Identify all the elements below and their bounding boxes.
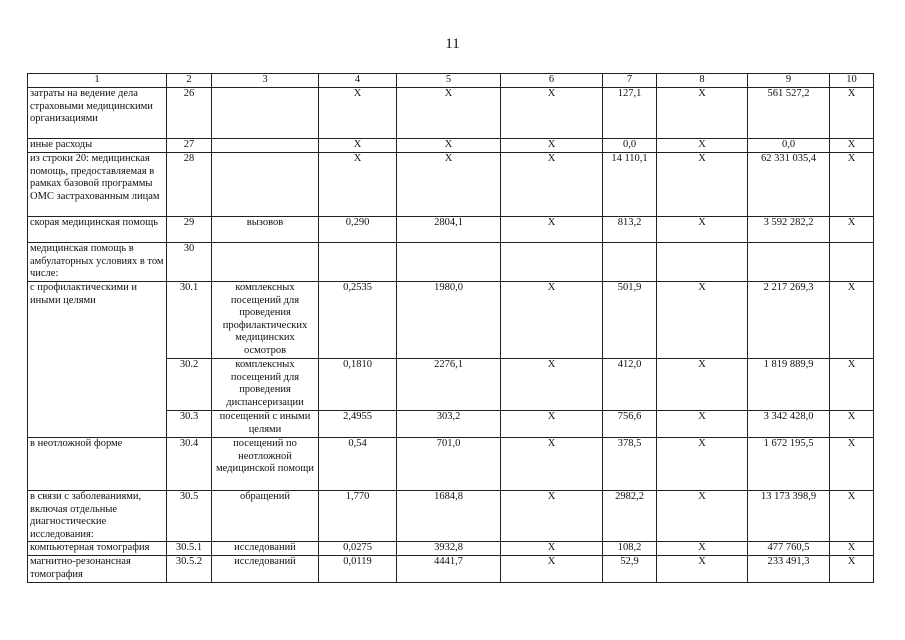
value-cell: Х: [830, 542, 874, 556]
value-cell: 1 819 889,9: [748, 359, 830, 411]
value-cell: Х: [830, 411, 874, 438]
value-cell: 813,2: [603, 217, 657, 243]
unit-cell: [212, 153, 319, 217]
row-number: 30: [167, 243, 212, 282]
header-cell: 2: [167, 74, 212, 88]
row-number: 30.1: [167, 282, 212, 359]
header-cell: 9: [748, 74, 830, 88]
unit-cell: [212, 243, 319, 282]
unit-cell: комплексных посещений для проведения диспансеризации: [212, 359, 319, 411]
financial-table: [27, 73, 874, 583]
value-cell: Х: [830, 491, 874, 542]
header-cell: 1: [28, 74, 167, 88]
value-cell: Х: [657, 556, 748, 583]
value-cell: Х: [501, 359, 603, 411]
unit-cell: вызовов: [212, 217, 319, 243]
row-label: магнитно-резонансная томография: [28, 556, 167, 583]
row-label: компьютерная томография: [28, 542, 167, 556]
row-number: 30.4: [167, 438, 212, 491]
value-cell: Х: [657, 542, 748, 556]
row-number: 26: [167, 88, 212, 139]
value-cell: 108,2: [603, 542, 657, 556]
value-cell: 2 217 269,3: [748, 282, 830, 359]
row-number: 30.5.2: [167, 556, 212, 583]
unit-cell: [212, 139, 319, 153]
value-cell: 756,6: [603, 411, 657, 438]
table-row: [28, 243, 874, 282]
row-number: 30.5.1: [167, 542, 212, 556]
table-row: [28, 139, 874, 153]
value-cell: Х: [657, 282, 748, 359]
value-cell: Х: [501, 411, 603, 438]
header-cell: 6: [501, 74, 603, 88]
value-cell: 1 672 195,5: [748, 438, 830, 491]
value-cell: 0,54: [319, 438, 397, 491]
value-cell: 13 173 398,9: [748, 491, 830, 542]
header-cell: 4: [319, 74, 397, 88]
row-label: в неотложной форме: [28, 438, 167, 491]
value-cell: [657, 243, 748, 282]
value-cell: 0,0: [603, 139, 657, 153]
value-cell: Х: [830, 359, 874, 411]
table-row: [28, 556, 874, 583]
value-cell: 0,0275: [319, 542, 397, 556]
table-row: [28, 282, 874, 359]
value-cell: 233 491,3: [748, 556, 830, 583]
header-cell: 8: [657, 74, 748, 88]
value-cell: Х: [830, 438, 874, 491]
unit-cell: исследований: [212, 556, 319, 583]
value-cell: 303,2: [397, 411, 501, 438]
value-cell: 0,2535: [319, 282, 397, 359]
row-label: в связи с заболеваниями, включая отдельные диагностические исследования:: [28, 491, 167, 542]
value-cell: 477 760,5: [748, 542, 830, 556]
row-number: 30.3: [167, 411, 212, 438]
table-row: [28, 217, 874, 243]
value-cell: Х: [501, 491, 603, 542]
row-label: иные расходы: [28, 139, 167, 153]
value-cell: 14 110,1: [603, 153, 657, 217]
row-number: 29: [167, 217, 212, 243]
value-cell: Х: [501, 217, 603, 243]
row-number: 30.2: [167, 359, 212, 411]
unit-cell: посещений по неотложной медицинской помощи: [212, 438, 319, 491]
value-cell: [319, 243, 397, 282]
unit-cell: исследований: [212, 542, 319, 556]
value-cell: 2804,1: [397, 217, 501, 243]
unit-cell: [212, 88, 319, 139]
value-cell: [748, 243, 830, 282]
row-number: 30.5: [167, 491, 212, 542]
value-cell: 3 342 428,0: [748, 411, 830, 438]
header-row: [28, 74, 874, 88]
value-cell: [501, 243, 603, 282]
value-cell: 1980,0: [397, 282, 501, 359]
value-cell: Х: [830, 88, 874, 139]
value-cell: 1,770: [319, 491, 397, 542]
value-cell: Х: [830, 139, 874, 153]
table-row: [28, 438, 874, 491]
value-cell: 412,0: [603, 359, 657, 411]
value-cell: Х: [501, 438, 603, 491]
value-cell: 2276,1: [397, 359, 501, 411]
row-label: скорая медицинская помощь: [28, 217, 167, 243]
header-cell: 5: [397, 74, 501, 88]
value-cell: Х: [501, 139, 603, 153]
value-cell: Х: [319, 139, 397, 153]
table-row: [28, 491, 874, 542]
row-label: медицинская помощь в амбулаторных условиях в том числе:: [28, 243, 167, 282]
value-cell: 1684,8: [397, 491, 501, 542]
value-cell: Х: [830, 282, 874, 359]
value-cell: [397, 243, 501, 282]
value-cell: Х: [397, 88, 501, 139]
table-row: [28, 542, 874, 556]
unit-cell: обращений: [212, 491, 319, 542]
value-cell: 3 592 282,2: [748, 217, 830, 243]
value-cell: Х: [657, 359, 748, 411]
value-cell: Х: [830, 153, 874, 217]
unit-cell: комплексных посещений для проведения профилактических медицинских осмотров: [212, 282, 319, 359]
value-cell: Х: [657, 139, 748, 153]
value-cell: 0,0: [748, 139, 830, 153]
value-cell: 0,1810: [319, 359, 397, 411]
value-cell: Х: [657, 438, 748, 491]
value-cell: [830, 243, 874, 282]
value-cell: Х: [657, 491, 748, 542]
value-cell: 3932,8: [397, 542, 501, 556]
value-cell: Х: [501, 282, 603, 359]
value-cell: Х: [397, 139, 501, 153]
value-cell: 4441,7: [397, 556, 501, 583]
row-number: 28: [167, 153, 212, 217]
header-cell: 10: [830, 74, 874, 88]
value-cell: 127,1: [603, 88, 657, 139]
value-cell: Х: [830, 217, 874, 243]
unit-cell: посещений с иными целями: [212, 411, 319, 438]
value-cell: 2982,2: [603, 491, 657, 542]
header-cell: 3: [212, 74, 319, 88]
value-cell: Х: [319, 88, 397, 139]
value-cell: Х: [501, 153, 603, 217]
value-cell: 62 331 035,4: [748, 153, 830, 217]
row-label: затраты на ведение дела страховыми медицинскими организациями: [28, 88, 167, 139]
value-cell: 2,4955: [319, 411, 397, 438]
value-cell: Х: [830, 556, 874, 583]
value-cell: Х: [501, 542, 603, 556]
header-cell: 7: [603, 74, 657, 88]
value-cell: Х: [501, 88, 603, 139]
value-cell: 52,9: [603, 556, 657, 583]
value-cell: Х: [657, 153, 748, 217]
value-cell: Х: [657, 411, 748, 438]
value-cell: 701,0: [397, 438, 501, 491]
row-label: с профилактическими и иными целями: [28, 282, 167, 438]
value-cell: [603, 243, 657, 282]
table-row: [28, 88, 874, 139]
page-number: 11: [445, 36, 460, 52]
value-cell: 501,9: [603, 282, 657, 359]
table-row: [28, 153, 874, 217]
row-label: из строки 20: медицинская помощь, предоставляемая в рамках базовой программы ОМС застрахованным лицам: [28, 153, 167, 217]
value-cell: Х: [397, 153, 501, 217]
value-cell: 561 527,2: [748, 88, 830, 139]
value-cell: 0,290: [319, 217, 397, 243]
row-number: 27: [167, 139, 212, 153]
value-cell: Х: [657, 217, 748, 243]
value-cell: Х: [501, 556, 603, 583]
value-cell: Х: [657, 88, 748, 139]
value-cell: 0,0119: [319, 556, 397, 583]
value-cell: 378,5: [603, 438, 657, 491]
value-cell: Х: [319, 153, 397, 217]
